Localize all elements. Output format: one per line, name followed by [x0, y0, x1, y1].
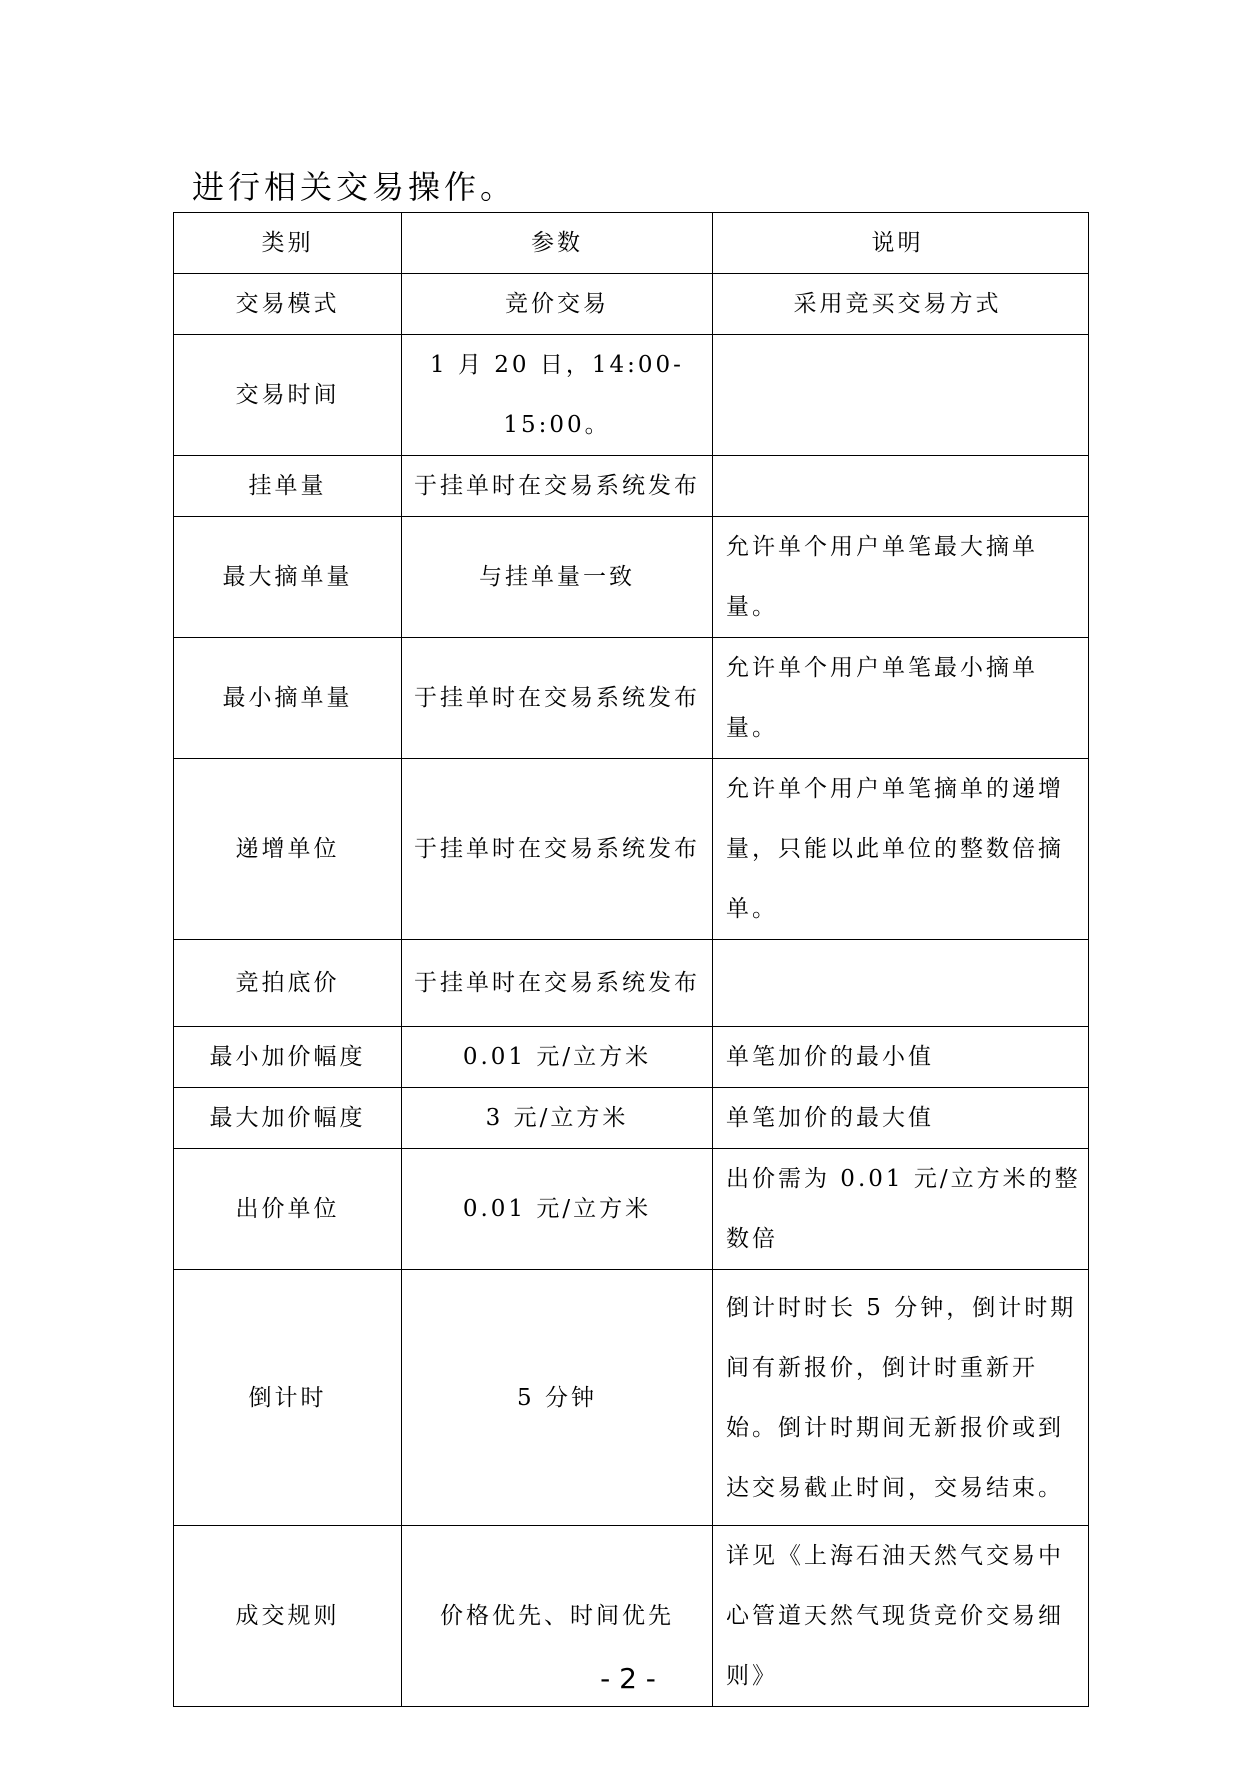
- table-row: [174, 274, 1089, 335]
- row-category: 最小摘单量: [174, 638, 402, 759]
- row-category: 最大摘单量: [174, 517, 402, 638]
- header-category: 类别: [174, 213, 402, 274]
- row-description: 倒计时时长 5 分钟，倒计时期间有新报价，倒计时重新开始。倒计时期间无新报价或到达交易截止时间，交易结束。: [713, 1270, 1089, 1526]
- row-category: 最大加价幅度: [174, 1088, 402, 1149]
- row-parameter: 于挂单时在交易系统发布: [402, 940, 713, 1027]
- row-description: 采用竞买交易方式: [713, 274, 1089, 335]
- header-description: 说明: [713, 213, 1089, 274]
- row-category: 竞拍底价: [174, 940, 402, 1027]
- row-description: 单笔加价的最小值: [713, 1027, 1089, 1088]
- table-header-row: [174, 213, 1089, 274]
- row-category: 交易时间: [174, 335, 402, 456]
- row-description: 单笔加价的最大值: [713, 1088, 1089, 1149]
- table-row: [174, 638, 1089, 759]
- table-row: [174, 517, 1089, 638]
- row-category: 成交规则: [174, 1526, 402, 1707]
- intro-text: 进行相关交易操作。: [192, 168, 517, 206]
- table-row: [174, 1027, 1089, 1088]
- row-parameter: 竞价交易: [402, 274, 713, 335]
- row-description: 允许单个用户单笔最小摘单量。: [713, 638, 1089, 759]
- row-description: 出价需为 0.01 元/立方米的整数倍: [713, 1149, 1089, 1270]
- row-category: 交易模式: [174, 274, 402, 335]
- row-description: [713, 335, 1089, 456]
- row-parameter-line: 15:00。: [503, 412, 611, 438]
- row-category: 递增单位: [174, 759, 402, 940]
- row-parameter: [402, 335, 713, 456]
- table-row: [174, 1270, 1089, 1526]
- row-parameter: 于挂单时在交易系统发布: [402, 759, 713, 940]
- row-parameter-line: 1 月 20 日，14:00-: [430, 352, 684, 378]
- row-category: 倒计时: [174, 1270, 402, 1526]
- page-number: - 2 -: [600, 1662, 656, 1695]
- row-parameter: 0.01 元/立方米: [402, 1027, 713, 1088]
- row-description: 详见《上海石油天然气交易中心管道天然气现货竞价交易细则》: [713, 1526, 1089, 1707]
- row-category: 最小加价幅度: [174, 1027, 402, 1088]
- row-category: 出价单位: [174, 1149, 402, 1270]
- row-parameter: 3 元/立方米: [402, 1088, 713, 1149]
- row-parameter: 与挂单量一致: [402, 517, 713, 638]
- row-category: 挂单量: [174, 456, 402, 517]
- table-row: [174, 1149, 1089, 1270]
- header-parameter: 参数: [402, 213, 713, 274]
- trading-parameters-table: [173, 212, 1089, 1707]
- row-parameter: 5 分钟: [402, 1270, 713, 1526]
- row-parameter: 于挂单时在交易系统发布: [402, 456, 713, 517]
- row-parameter: 价格优先、时间优先: [402, 1526, 713, 1707]
- table-row: [174, 940, 1089, 1027]
- row-parameter: 于挂单时在交易系统发布: [402, 638, 713, 759]
- row-description: [713, 940, 1089, 1027]
- row-parameter: 0.01 元/立方米: [402, 1149, 713, 1270]
- table-row: [174, 1088, 1089, 1149]
- row-description: 允许单个用户单笔摘单的递增量，只能以此单位的整数倍摘单。: [713, 759, 1089, 940]
- table-row: [174, 456, 1089, 517]
- row-description: 允许单个用户单笔最大摘单量。: [713, 517, 1089, 638]
- row-description: [713, 456, 1089, 517]
- table-row: [174, 759, 1089, 940]
- table-row: [174, 335, 1089, 456]
